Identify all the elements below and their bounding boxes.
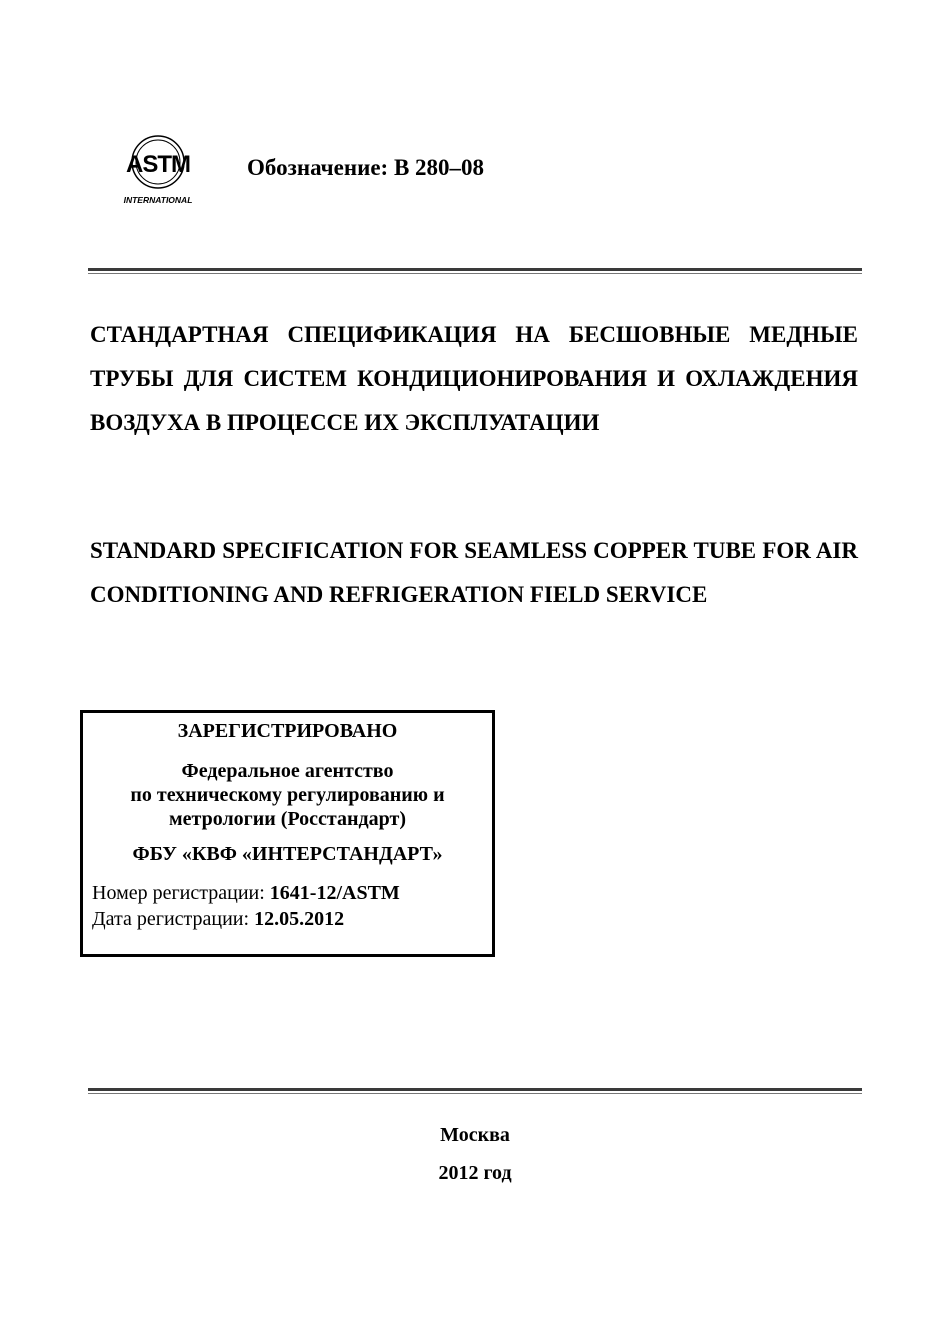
agency-line-2: по техническому регулированию и (130, 784, 445, 806)
registration-date-value: 12.05.2012 (254, 908, 345, 930)
registration-date (92, 906, 492, 932)
registration-number (92, 880, 492, 906)
logo-mark-text: ASTM (126, 151, 190, 178)
agency-line-1: Федеральное агентство (181, 760, 394, 782)
registration-box (80, 710, 495, 957)
registration-heading: ЗАРЕГИСТРИРОВАНО (177, 720, 398, 742)
city: Москва (440, 1124, 510, 1146)
agency-line-3: метрологии (Росстандарт) (169, 808, 406, 830)
year: 2012 год (438, 1162, 512, 1184)
top-divider (88, 268, 862, 274)
title-russian: СТАНДАРТНАЯ СПЕЦИФИКАЦИЯ НА БЕСШОВНЫЕ МЕДНЫЕ ТРУБЫ ДЛЯ СИСТЕМ КОНДИЦИОНИРОВАНИЯ И ОХЛАЖДЕНИЯ ВОЗДУХА В ПРОЦЕССЕ ИХ ЭКСПЛУАТАЦИИ (90, 322, 858, 435)
registration-number-label: Номер регистрации: (92, 882, 270, 904)
logo-subtext: INTERNATIONAL (123, 195, 193, 205)
bottom-divider (88, 1088, 862, 1094)
registration-date-label: Дата регистрации: (92, 908, 255, 930)
astm-logo (118, 134, 202, 208)
registration-number-value: 1641-12/ASTM (269, 882, 400, 904)
organization-name: ФБУ «КВФ «ИНТЕРСТАНДАРТ» (132, 843, 443, 865)
title-english: STANDARD SPECIFICATION FOR SEAMLESS COPPER TUBE FOR AIR CONDITIONING AND REFRIGERATION FIELD SERVICE (90, 538, 858, 607)
designation: Обозначение: B 280–08 (247, 155, 485, 180)
agency-name (83, 759, 492, 831)
registration-fields (83, 880, 492, 932)
